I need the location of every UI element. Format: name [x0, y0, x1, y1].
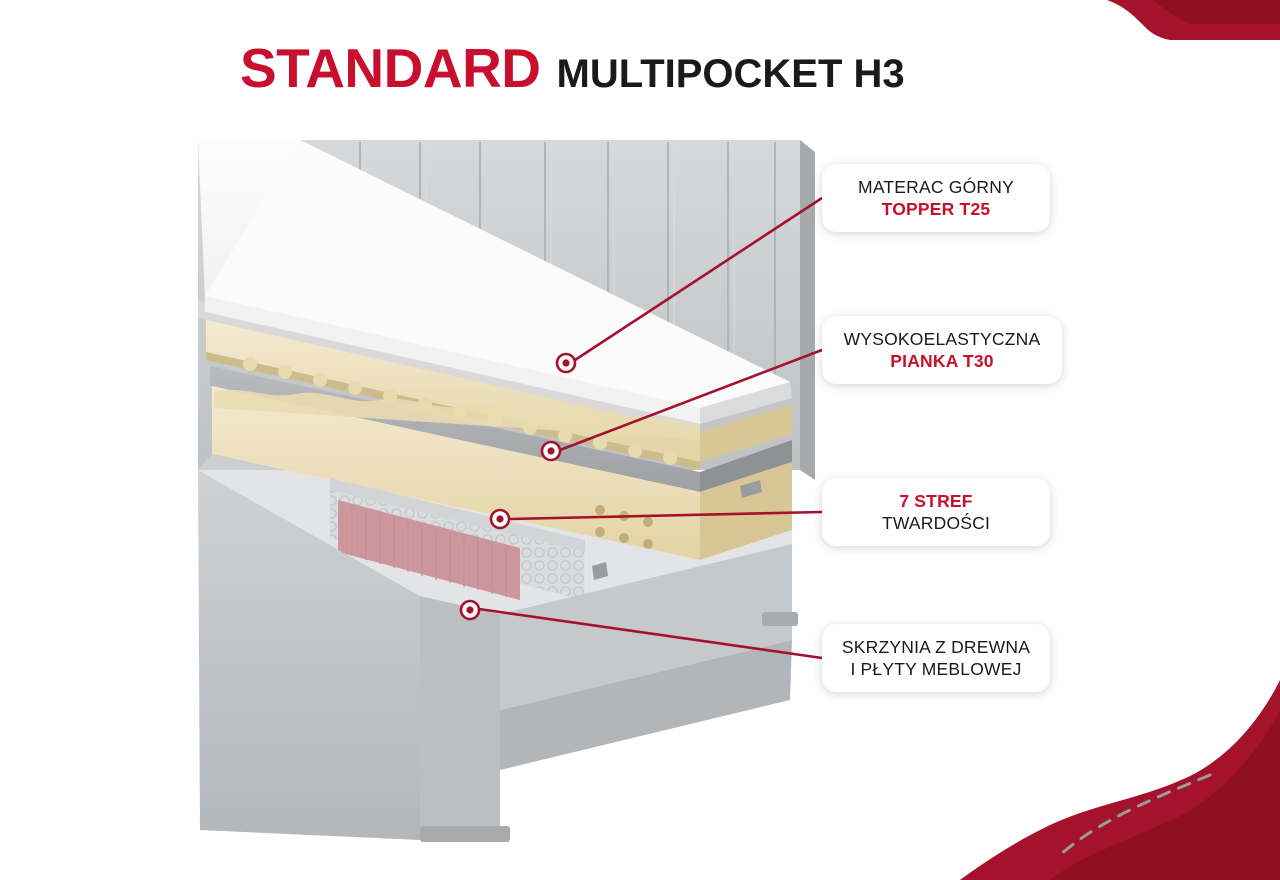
- callout-topper-line1: MATERAC GÓRNY: [858, 176, 1014, 197]
- callout-zones-line1: 7 STREF: [899, 490, 973, 511]
- callout-topper: [822, 164, 1050, 232]
- callout-zones: [822, 478, 1050, 546]
- callout-foam-line2: PIANKA T30: [890, 351, 994, 371]
- title-sub-text: MULTIPOCKET H3: [556, 52, 905, 96]
- page-title: [240, 36, 905, 100]
- callout-foam: [822, 316, 1062, 384]
- leg-front: [420, 826, 510, 842]
- title-main-text: STANDARD: [240, 37, 541, 99]
- callout-box-line1: SKRZYNIA Z DREWNA: [841, 636, 1031, 657]
- callout-topper-line2: TOPPER T25: [881, 199, 991, 219]
- leg-right: [762, 612, 798, 626]
- callout-foam-line1: WYSOKOELASTYCZNA: [843, 328, 1041, 349]
- callout-zones-line2: TWARDOŚCI: [881, 513, 991, 533]
- callout-box-line2: I PŁYTY MEBLOWEJ: [850, 659, 1022, 679]
- callout-box: [822, 624, 1050, 692]
